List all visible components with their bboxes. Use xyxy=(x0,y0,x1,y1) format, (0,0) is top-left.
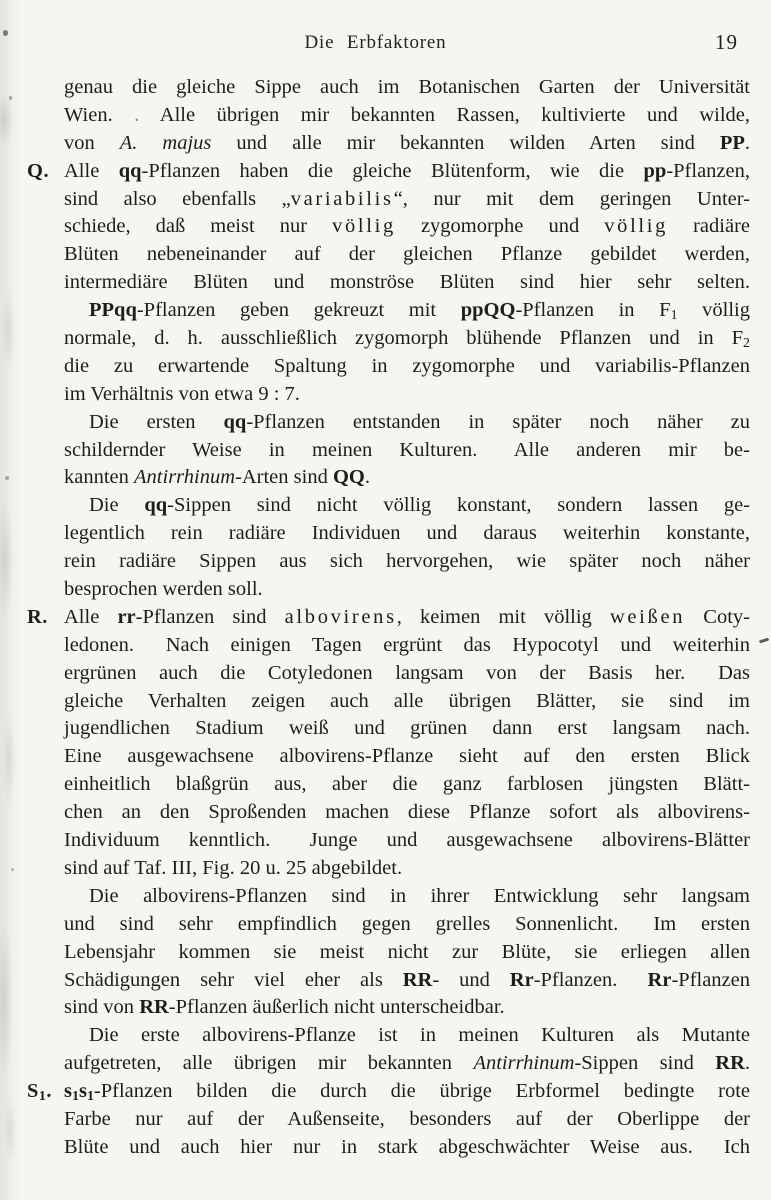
text-line: im Verhältnis von etwa 9 : 7. xyxy=(64,382,300,405)
scan-speck xyxy=(9,96,12,100)
scan-speck xyxy=(5,476,9,480)
scan-noise-left-edge xyxy=(0,0,22,1200)
text-line: Die qq-Sippen sind nicht völlig konstant, sondern lassen ge- xyxy=(89,494,750,517)
text-line: legentlich rein radiäre Individuen und daraus weiterhin konstante, xyxy=(64,522,750,545)
page-number: 19 xyxy=(715,30,738,54)
text-line: einheitlich blaßgrün aus, aber die ganz farblosen jüngsten Blätt- xyxy=(64,773,750,796)
text-line: chen an den Sproßenden machen diese Pflanze sofort als albovirens- xyxy=(64,801,750,824)
text-line: Wien. . Alle übrigen mir bekannten Rassen, kultivierte und wilde, xyxy=(64,103,750,126)
text-line: jugendlichen Stadium weiß und grünen dann erst langsam nach. xyxy=(64,717,750,740)
text-line: rein radiäre Sippen aus sich hervorgehen, wie später noch näher xyxy=(64,550,750,573)
text-line: schildernder Weise in meinen Kulturen. Alle anderen mir be- xyxy=(64,438,750,461)
section-label: R. xyxy=(27,605,48,628)
text-line: sind auf Taf. III, Fig. 20 u. 25 abgebildet. xyxy=(64,856,403,879)
section-label: Q. xyxy=(27,159,50,182)
text-line: gleiche Verhalten zeigen auch alle übrigen Blätter, sie sind im xyxy=(64,689,750,712)
text-block xyxy=(27,74,751,1162)
scan-speck-right-margin xyxy=(759,638,769,644)
scan-speck xyxy=(11,868,14,871)
text-line: Individuum kenntlich. Junge und ausgewachsene albovirens-Blätter xyxy=(64,829,750,852)
text-line: intermediäre Blüten und monströse Blüten sind hier sehr selten. xyxy=(64,271,750,294)
text-line: S1. s1s1-Pflanzen bilden die durch die übrige Erbformel bedingte rote xyxy=(64,1078,750,1106)
text-line: R. Alle rr-Pflanzen sind albovirens, keimen mit völlig weißen Coty- xyxy=(64,604,750,632)
text-line: und sind sehr empfindlich gegen grelles Sonnenlicht. Im ersten xyxy=(64,912,750,935)
text-line: die zu erwartende Spaltung in zygomorphe und variabilis-Pflanzen xyxy=(64,354,750,377)
text-line: genau die gleiche Sippe auch im Botanischen Garten der Universität xyxy=(64,76,750,98)
text-line: Die albovirens-Pflanzen sind in ihrer Entwicklung sehr langsam xyxy=(89,884,750,907)
text-line: von A. majus und alle mir bekannten wilden Arten sind PP. xyxy=(64,131,751,154)
text-line: Blüte und auch hier nur in stark abgeschwächter Weise aus. Ich xyxy=(64,1135,750,1158)
text-line: ledonen. Nach einigen Tagen ergrünt das Hypocotyl und weiterhin xyxy=(64,633,750,656)
text-line: Die ersten qq-Pflanzen entstanden in später noch näher zu xyxy=(89,410,750,433)
text-line: kannten Antirrhinum-Arten sind QQ. xyxy=(64,466,370,489)
text-line: sind also ebenfalls „variabilis“, nur mit dem geringen Unter- xyxy=(64,187,750,210)
text-line: Die erste albovirens-Pflanze ist in meinen Kulturen als Mutante xyxy=(89,1024,750,1047)
text-line: normale, d. h. ausschließlich zygomorph blühende Pflanzen und in F2 xyxy=(64,327,750,352)
text-line: Schädigungen sehr viel eher als RR- und Rr-Pflanzen. Rr-Pflanzen xyxy=(64,968,750,991)
text-line: Q. Alle qq-Pflanzen haben die gleiche Blütenform, wie die pp-Pflanzen, xyxy=(64,158,750,186)
text-line: aufgetreten, alle übrigen mir bekannten Antirrhinum-Sippen sind RR. xyxy=(64,1052,750,1075)
text-line: schiede, daß meist nur völlig zygomorphe und völlig radiäre xyxy=(64,215,750,238)
text-line: besprochen werden soll. xyxy=(64,578,263,601)
running-title: Die Erbfaktoren xyxy=(304,32,447,53)
text-line: Blüten nebeneinander auf der gleichen Pflanze gebildet werden, xyxy=(64,243,750,266)
text-line: sind von RR-Pflanzen äußerlich nicht unterscheidbar. xyxy=(64,996,505,1019)
section-label: S1. xyxy=(27,1080,52,1105)
text-line: PPqq-Pflanzen geben gekreuzt mit ppQQ-Pflanzen in F1 völlig xyxy=(89,299,750,324)
text-line: Lebensjahr kommen sie meist nicht zur Blüte, sie erliegen allen xyxy=(64,940,750,963)
text-line: Farbe nur auf der Außenseite, besonders auf der Oberlippe der xyxy=(64,1107,750,1130)
text-line: Eine ausgewachsene albovirens-Pflanze sieht auf den ersten Blick xyxy=(64,745,750,768)
text-line: ergrünen auch die Cotyledonen langsam von der Basis her. Das xyxy=(64,661,750,684)
